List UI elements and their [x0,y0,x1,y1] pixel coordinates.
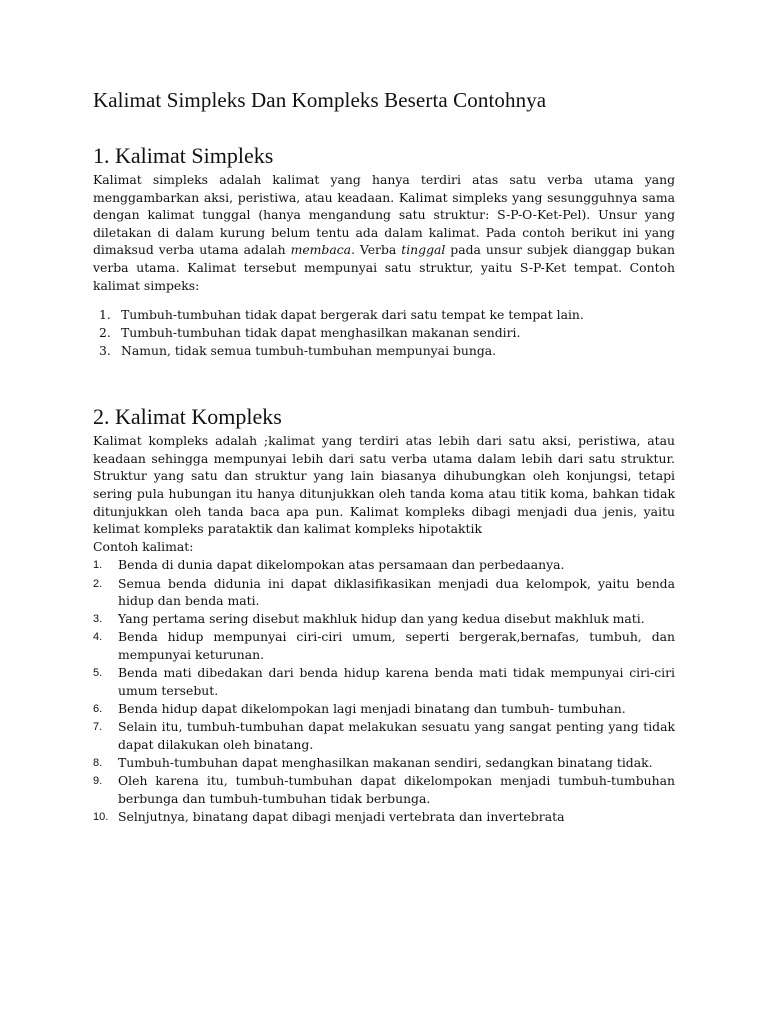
paragraph-simpleks-part-a: Kalimat simpleks adalah kalimat yang hanya terdiri atas satu verba utama yang menggambarkan aksi, peristiwa, atau keadaan. Kalimat simpleks yang sesungguhnya sama dengan kalimat tunggal (hanya mengandung satu struktur: S-P-O-Ket-Pel). Unsur yang diletakan di dalam kurung belum tentu ada dalam kalimat. Pada contoh berikut ini yang dimaksud verba utama adalah [93,172,675,258]
emphasis-tinggal: tinggal [401,242,446,258]
list-item-text: Benda di dunia dapat dikelompokan atas persamaan dan perbedaanya. [118,557,565,573]
section-heading-kompleks: 2. Kalimat Kompleks [93,404,282,430]
list-item-number: 5. [93,667,103,680]
list-item-text: Selain itu, tumbuh-tumbuhan dapat melakukan sesuatu yang sangat penting yang tidak dapat dilakukan oleh binatang. [118,719,675,752]
list-item-text: Oleh karena itu, tumbuh-tumbuhan dapat dikelompokan menjadi tumbuh-tumbuhan berbunga dan tumbuh-tumbuhan tidak berbunga. [118,773,675,806]
list-item [93,664,675,699]
list-item [93,610,675,628]
list-item-text: Tumbuh-tumbuhan dapat menghasilkan makanan sendiri, sedangkan binatang tidak. [118,755,653,770]
list-item-number: 4. [93,631,103,644]
list-item [93,808,675,826]
list-item [93,700,675,718]
list-item-text: Benda hidup mempunyai ciri-ciri umum, seperti bergerak,bernafas, tumbuh, dan mempunyai keturunan. [118,629,675,663]
list-item-number: 9. [93,775,103,788]
example-list-kompleks [93,556,675,825]
list-item-number: 2. [93,577,103,590]
list-item-text: Semua benda didunia ini dapat diklasifikasikan menjadi dua kelompok, yaitu benda hidup dan benda mati. [118,575,675,609]
paragraph-simpleks-part-b: . Verba [351,242,402,258]
list-item-number: 2. [99,325,111,341]
list-item-number: 8. [93,757,103,769]
example-list-simpleks [93,306,675,360]
list-item [93,342,675,360]
list-item [93,306,675,324]
list-item-number: 3. [93,613,103,626]
list-item-number: 1. [93,559,103,572]
list-item [93,754,675,772]
list-item [93,772,675,807]
list-item [93,556,675,574]
list-item-text: Yang pertama sering disebut makhluk hidup dan yang kedua disebut makhluk mati. [118,611,645,627]
contoh-kalimat-label: Contoh kalimat: [93,538,194,554]
list-item [93,718,675,753]
list-item-number: 1. [99,307,111,323]
section-kalimat-kompleks [93,404,675,825]
section-heading-simpleks: 1. Kalimat Simpleks [93,143,274,168]
emphasis-membaca: membaca [290,242,352,258]
list-item [93,324,675,342]
paragraph-kompleks: Kalimat kompleks adalah ;kalimat yang terdiri atas lebih dari satu aksi, peristiwa, atau keadaan sehingga mempunyai lebih dari satu verba utama dalam lebih dari satu struktur. Struktur yang satu dan struktur yang lain biasanya dihubungkan oleh konjungsi, tetapi sering pula hubungan itu hanya ditunjukkan oleh tanda koma atau titik koma, bahkan tidak ditunjukkan oleh tanda baca apa pun. Kalimat kompleks dibagi menjadi dua jenis, yaitu kelimat kompleks parataktik dan kalimat kompleks hipotaktik [93,433,675,537]
document-title: Kalimat Simpleks Dan Kompleks Beserta Contohnya [93,88,547,112]
list-item [93,628,675,663]
list-item-text: Selnjutnya, binatang dapat dibagi menjadi vertebrata dan invertebrata [118,808,565,824]
list-item-number: 6. [93,703,103,716]
list-item-text: Benda mati dibedakan dari benda hidup karena benda mati tidak mempunyai ciri-ciri umum tersebut. [118,665,675,698]
list-item-number: 10. [93,810,109,823]
list-item-text: Tumbuh-tumbuhan tidak dapat bergerak dari satu tempat ke tempat lain. [121,307,584,323]
list-item-text: Namun, tidak semua tumbuh-tumbuhan mempunyai bunga. [121,343,497,359]
paragraph-simpleks [93,171,675,294]
list-item-number: 7. [93,721,103,734]
list-item-number: 3. [99,343,111,359]
list-item-text: Benda hidup dapat dikelompokan lagi menjadi binatang dan tumbuh- tumbuhan. [118,701,626,717]
list-item-text: Tumbuh-tumbuhan tidak dapat menghasilkan makanan sendiri. [121,325,521,341]
section-kalimat-simpleks [93,143,675,360]
list-item [93,575,675,610]
paragraph-simpleks-part-c: pada unsur subjek dianggap bukan verba utama. Kalimat tersebut mempunyai satu struktur, yaitu S-P-Ket tempat. Contoh kalimat simpeks: [93,242,675,293]
